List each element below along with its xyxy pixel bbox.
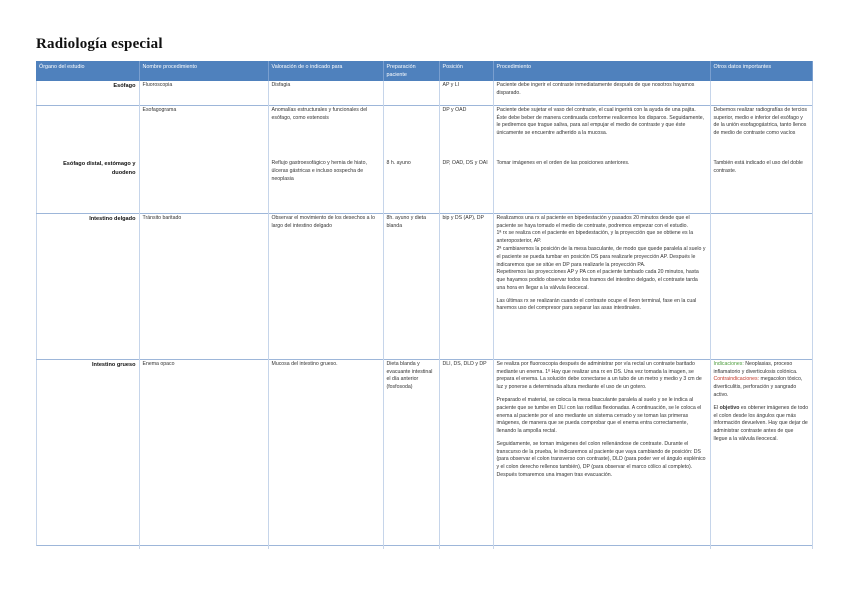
table-row	[36, 359, 812, 549]
col-header-procedure: Procedimiento	[493, 61, 710, 81]
position-cell: bip y DS (AP), DP	[439, 213, 493, 359]
other-cell	[710, 81, 812, 105]
table-row	[36, 105, 812, 159]
col-header-procedure-name: Nombre procedimiento	[139, 61, 268, 81]
position-cell: DP y OAD	[439, 105, 493, 159]
procedure-line: Realizamos una rx al paciente en bipedestación y pasados 20 minutos desde que el paciente se haya tomado el medio de contraste, podremos empezar con el estudio.	[496, 214, 690, 229]
procedure-cell	[493, 359, 710, 549]
contraindications-label: Contraindicaciones:	[713, 376, 760, 383]
other-cell: También está indicado el uso del doble contraste.	[710, 159, 812, 213]
assessment-cell: Mucosa del intestino grueso.	[268, 359, 383, 549]
page-title: Radiología especial	[36, 36, 163, 52]
other-cell: Debemos realizar radiografías de tercios superior, medio e inferior del esófago y de la unión esofagogástrica, tanto llenos de medio de contraste como vacíos	[710, 105, 812, 159]
preparation-cell: 8h. ayuno y dieta blanda	[383, 213, 439, 359]
assessment-cell: Anomalías estructurales y funcionales del esófago, como estenosis	[268, 105, 383, 159]
organ-cell: Esófago distal, estómago y duodeno	[36, 159, 139, 213]
indications-text: Indicaciones: Neoplasias, proceso inflamatorio y diverticulosis colónica.	[713, 360, 798, 375]
objective-text: El objetivo es obtener imágenes de todo el colon desde los ángulos que más información devuelven. Hay que dejar de administrar contraste antes de que llegue a la válvula ileocecal.	[713, 404, 809, 442]
procedure-name-cell: Esofagograma	[139, 105, 268, 159]
procedure-line: Las últimas rx se realizarán cuando el contraste ocupe el íleon terminal, fase en la cual haremos uso del compresor para separar las asas intestinales.	[496, 297, 697, 312]
procedure-line: 2ª cambiaremos la posición de la mesa basculante, de modo que quede paralela al suelo y el paciente se pueda tumbar en posición DS para realizarle proyección AP. Después le indicaremos que se sitúe en DP para realizarle la proyección PA.	[496, 245, 706, 268]
procedure-cell: Tomar imágenes en el orden de las posiciones anteriores.	[493, 159, 710, 213]
objective-label: objetivo	[719, 404, 740, 411]
procedures-table	[36, 61, 813, 549]
other-cell	[710, 359, 812, 549]
assessment-cell: Reflujo gastroesofágico y hernia de hiato, úlceras gástricas e incluso sospecha de neoplasia	[268, 159, 383, 213]
col-header-position: Posición	[439, 61, 493, 81]
contraindications-text: Contraindicaciones: megacolon tóxico, diverticulitis, perforación y sangrado activo.	[713, 376, 803, 398]
procedure-paragraph: Se realiza por fluoroscopia después de administrar por vía rectal un contraste baritado mediante un enema. 1º Hay que realizar una rx en DS. Una vez tomada la imagen, se prepara el enema. La solución debe conectarse a un tubo de un metro y medio y 3 cm de luz y ponerse a determinada altura mediante el uso de un gotero.	[496, 360, 702, 391]
assessment-cell: Disfagia	[268, 81, 383, 105]
col-header-organ: Órgano del estudio	[36, 61, 139, 81]
table-row	[36, 213, 812, 359]
procedure-name-cell	[139, 159, 268, 213]
procedure-name-cell: Tránsito baritado	[139, 213, 268, 359]
procedure-paragraph: Seguidamente, se toman imágenes del colon rellenándose de contraste. Durante el transcurso de la prueba, le indicaremos al paciente que vaya cambiando de posición: DS (para observar el colon transverso con contraste), DLD (para poder ver el ángulo esplénico y el colon derecho rellenos también), DP (para observar el marco cólico al completo). Después tomaremos una imagen tras evacuación.	[496, 440, 706, 479]
organ-cell	[36, 105, 139, 159]
procedure-cell: Paciente debe ingerir el contraste inmediatamente después de que nosotros hayamos disparado.	[493, 81, 710, 105]
table-row	[36, 159, 812, 213]
position-cell: DP, OAD, DS y OAI	[439, 159, 493, 213]
procedure-name-cell: Fluoroscopia	[139, 81, 268, 105]
procedure-paragraph: Preparado el material, se coloca la mesa basculante paralela al suelo y se le indica al paciente que se tumbe en DLI con las rodillas flexionadas. A continuación, se le coloca el enema al paciente por el ano mediante un sistema cerrado y se toman las primeras imágenes, de manera que se pueda comprobar que el enema entra correctamente, llenando la ampolla rectal.	[496, 396, 702, 435]
position-cell: DLI, DS, DLD y DP	[439, 359, 493, 549]
organ-cell: Intestino grueso	[36, 359, 139, 549]
header-row	[36, 61, 812, 81]
col-header-assessment: Valoración de o indicado para	[268, 61, 383, 81]
indications-label: Indicaciones:	[713, 360, 744, 367]
other-cell	[710, 213, 812, 359]
procedure-cell: Paciente debe sujetar el vaso del contraste, el cual ingerirá con la ayuda de una pajita. Éste debe beber de manera continuada conforme realicemos los disparos. Seguidamente, le pediremos que trague saliva, para así empujar el medio de contraste y que éste únicamente se encuentre adherido a la mucosa.	[493, 105, 710, 159]
col-header-preparation: Preparación paciente	[383, 61, 439, 81]
col-header-other: Otros datos importantes	[710, 61, 812, 81]
assessment-cell: Observar el movimiento de los desechos a lo largo del intestino delgado	[268, 213, 383, 359]
position-cell: AP y LI	[439, 81, 493, 105]
table-row	[36, 81, 812, 105]
procedure-name-cell: Enema opaco	[139, 359, 268, 549]
procedure-line: Repetiremos las proyecciones AP y PA con el paciente tumbado cada 20 minutos, hasta que hayamos podido observar todos los tramos del intestino delgado, el contraste tarda una hora en llegar a la válvula ileocecal.	[496, 269, 699, 291]
organ-cell: Intestino delgado	[36, 213, 139, 359]
procedure-cell	[493, 213, 710, 359]
preparation-cell: 8 h. ayuno	[383, 159, 439, 213]
preparation-cell	[383, 81, 439, 105]
preparation-cell	[383, 105, 439, 159]
organ-cell: Esófago	[36, 81, 139, 105]
preparation-cell: Dieta blanda y evacuante intestinal el día anterior (fosfosoda)	[383, 359, 439, 549]
procedure-line: 1ª rx se realiza con el paciente en bipedestación, y la proyección que se obtiene es la anteroposterior, AP.	[496, 230, 694, 245]
